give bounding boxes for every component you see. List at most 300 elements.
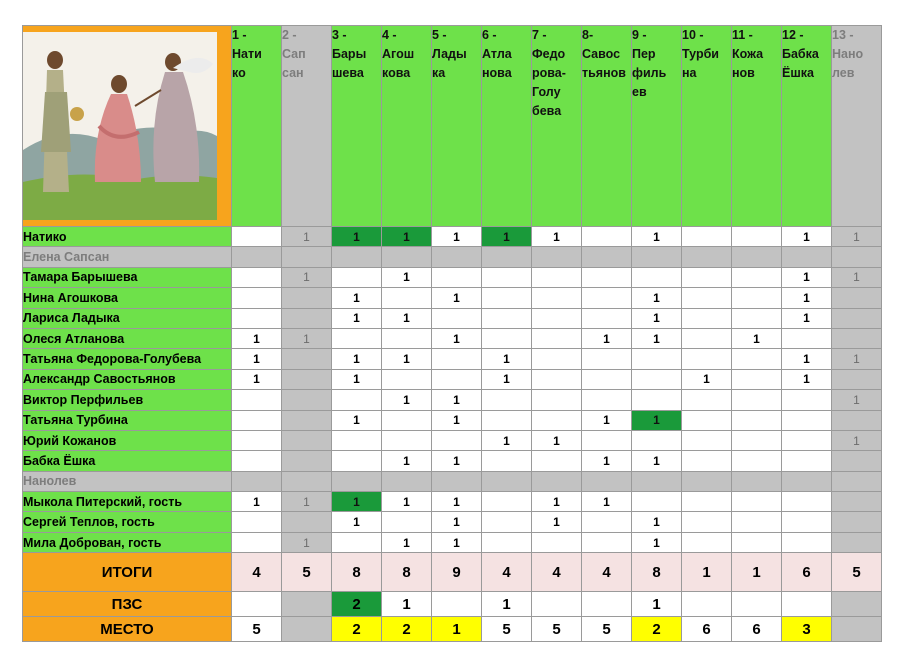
vote-cell (832, 471, 882, 491)
vote-cell (782, 471, 832, 491)
table-row (23, 369, 882, 389)
vote-cell (732, 288, 782, 308)
vote-cell (832, 247, 882, 267)
vote-cell (232, 471, 282, 491)
vote-cell (232, 512, 282, 532)
vote-cell (382, 288, 432, 308)
vote-cell: 1 (532, 430, 582, 450)
vote-cell (582, 512, 632, 532)
vote-cell (732, 512, 782, 532)
place-row-label: МЕСТО (23, 617, 232, 642)
participant-name: Мила Доброван, гость (23, 532, 232, 552)
totals-row-value: 8 (632, 553, 682, 592)
vote-cell: 1 (682, 369, 732, 389)
vote-cell (532, 451, 582, 471)
vote-cell (482, 328, 532, 348)
vote-cell (682, 512, 732, 532)
vote-cell (732, 267, 782, 287)
vote-cell: 1 (382, 492, 432, 512)
vote-cell (682, 349, 732, 369)
vote-cell (332, 390, 382, 410)
vote-cell (432, 267, 482, 287)
vote-cell (682, 471, 732, 491)
vote-cell: 1 (782, 267, 832, 287)
vote-cell (532, 308, 582, 328)
vote-cell (632, 369, 682, 389)
vote-cell: 1 (332, 512, 382, 532)
vote-cell: 1 (832, 430, 882, 450)
table-row (23, 308, 882, 328)
vote-cell (732, 532, 782, 552)
vote-cell (782, 532, 832, 552)
place-row-value (832, 617, 882, 642)
vote-cell (232, 390, 282, 410)
vote-cell: 1 (832, 349, 882, 369)
vote-cell (682, 451, 732, 471)
vote-cell: 1 (332, 288, 382, 308)
participant-name: Сергей Теплов, гость (23, 512, 232, 532)
table-row (23, 390, 882, 410)
pzs-row-value: 1 (382, 592, 432, 617)
table-row (23, 451, 882, 471)
vote-cell (382, 247, 432, 267)
column-header-1: 1 - Нати ко (232, 26, 282, 227)
vote-cell: 1 (232, 328, 282, 348)
pzs-row-value (782, 592, 832, 617)
vote-cell (632, 349, 682, 369)
vote-cell (582, 369, 632, 389)
vote-cell: 1 (232, 492, 282, 512)
vote-cell (832, 288, 882, 308)
vote-cell: 1 (332, 227, 382, 247)
vote-cell (532, 369, 582, 389)
vote-cell (232, 532, 282, 552)
totals-row (23, 553, 882, 592)
vote-cell (732, 471, 782, 491)
pzs-row-value (582, 592, 632, 617)
vote-cell: 1 (482, 369, 532, 389)
vote-cell (832, 512, 882, 532)
vote-cell: 1 (432, 512, 482, 532)
vote-cell: 1 (582, 410, 632, 430)
vote-cell (382, 410, 432, 430)
vote-cell (682, 390, 732, 410)
place-row-value: 5 (232, 617, 282, 642)
vote-cell (682, 328, 732, 348)
vote-cell (482, 267, 532, 287)
vote-cell: 1 (382, 267, 432, 287)
vote-cell (682, 532, 732, 552)
participant-name: Олеся Атланова (23, 328, 232, 348)
column-header-13: 13 - Нано лев (832, 26, 882, 227)
totals-row-value: 1 (682, 553, 732, 592)
vote-cell: 1 (632, 451, 682, 471)
vote-cell (382, 430, 432, 450)
vote-cell (682, 247, 732, 267)
vote-cell (732, 390, 782, 410)
vote-cell (632, 430, 682, 450)
vote-cell (632, 471, 682, 491)
dancing-muses-picture (23, 32, 217, 220)
vote-cell (582, 471, 632, 491)
vote-cell (482, 512, 532, 532)
vote-cell: 1 (582, 328, 632, 348)
vote-cell (732, 451, 782, 471)
table-row (23, 267, 882, 287)
vote-cell: 1 (432, 532, 482, 552)
vote-cell (382, 369, 432, 389)
vote-cell: 1 (332, 492, 382, 512)
vote-cell (832, 328, 882, 348)
vote-cell (732, 410, 782, 430)
vote-cell (532, 471, 582, 491)
table-row (23, 328, 882, 348)
column-header-12: 12 - Бабка Ёшка (782, 26, 832, 227)
vote-cell (632, 492, 682, 512)
vote-cell (432, 369, 482, 389)
vote-cell (232, 227, 282, 247)
table-row (23, 288, 882, 308)
vote-cell (532, 288, 582, 308)
vote-cell: 1 (632, 308, 682, 328)
totals-row-value: 4 (582, 553, 632, 592)
vote-cell (532, 410, 582, 430)
column-header-5: 5 - Лады ка (432, 26, 482, 227)
participant-name: Елена Сапсан (23, 247, 232, 267)
vote-cell: 1 (782, 349, 832, 369)
participant-name: Татьяна Федорова-Голубева (23, 349, 232, 369)
place-row-value: 2 (382, 617, 432, 642)
header-image-cell (23, 26, 232, 227)
vote-cell (532, 328, 582, 348)
vote-cell (482, 410, 532, 430)
vote-cell (832, 308, 882, 328)
vote-cell: 1 (782, 308, 832, 328)
vote-cell (432, 308, 482, 328)
totals-row-value: 5 (282, 553, 332, 592)
place-row-value: 5 (582, 617, 632, 642)
participant-name: Татьяна Турбина (23, 410, 232, 430)
table-row (23, 227, 882, 247)
vote-cell: 1 (732, 328, 782, 348)
vote-cell (632, 247, 682, 267)
participant-name: Нанолев (23, 471, 232, 491)
participant-name: Натико (23, 227, 232, 247)
vote-cell: 1 (782, 369, 832, 389)
vote-cell: 1 (432, 390, 482, 410)
vote-cell: 1 (432, 451, 482, 471)
vote-cell (782, 451, 832, 471)
vote-cell (582, 532, 632, 552)
table-row (23, 430, 882, 450)
participant-name: Виктор Перфильев (23, 390, 232, 410)
vote-cell (282, 349, 332, 369)
vote-cell (232, 288, 282, 308)
vote-cell (682, 430, 732, 450)
table-row (23, 512, 882, 532)
vote-cell (532, 247, 582, 267)
vote-cell: 1 (832, 267, 882, 287)
vote-cell: 1 (382, 390, 432, 410)
vote-cell (582, 227, 632, 247)
vote-cell: 1 (432, 288, 482, 308)
vote-cell (482, 390, 532, 410)
vote-cell (482, 451, 532, 471)
place-row-value: 2 (332, 617, 382, 642)
vote-cell (632, 390, 682, 410)
column-header-11: 11 - Кожа нов (732, 26, 782, 227)
vote-cell: 1 (232, 369, 282, 389)
vote-cell (232, 308, 282, 328)
vote-cell (282, 451, 332, 471)
column-header-10: 10 - Турби на (682, 26, 732, 227)
totals-row-value: 5 (832, 553, 882, 592)
vote-cell (632, 267, 682, 287)
vote-cell: 1 (382, 308, 432, 328)
column-header-2: 2 - Сап сан (282, 26, 332, 227)
vote-cell (332, 451, 382, 471)
vote-cell: 1 (632, 288, 682, 308)
vote-cell (232, 451, 282, 471)
vote-cell: 1 (432, 328, 482, 348)
vote-cell (532, 532, 582, 552)
place-row-value: 6 (682, 617, 732, 642)
vote-cell: 1 (332, 369, 382, 389)
column-header-8: 8- Савос тьянов (582, 26, 632, 227)
vote-cell (382, 471, 432, 491)
vote-cell (532, 267, 582, 287)
participant-name: Юрий Кожанов (23, 430, 232, 450)
totals-row-value: 9 (432, 553, 482, 592)
place-row-value: 2 (632, 617, 682, 642)
vote-cell (782, 430, 832, 450)
totals-row-value: 8 (382, 553, 432, 592)
totals-row-value: 1 (732, 553, 782, 592)
participant-name: Мыкола Питерский, гость (23, 492, 232, 512)
table-row (23, 471, 882, 491)
vote-cell: 1 (532, 227, 582, 247)
vote-cell: 1 (632, 227, 682, 247)
column-header-3: 3 - Бары шева (332, 26, 382, 227)
vote-cell (332, 471, 382, 491)
vote-cell: 1 (632, 410, 682, 430)
vote-cell (732, 369, 782, 389)
vote-cell: 1 (632, 532, 682, 552)
vote-cell (332, 430, 382, 450)
place-row-value (282, 617, 332, 642)
pzs-row-value: 1 (482, 592, 532, 617)
vote-cell: 1 (282, 532, 332, 552)
vote-cell (582, 267, 632, 287)
totals-row-label: ИТОГИ (23, 553, 232, 592)
vote-cell (732, 349, 782, 369)
vote-cell (482, 308, 532, 328)
vote-cell (732, 247, 782, 267)
vote-cell (832, 492, 882, 512)
vote-cell: 1 (432, 227, 482, 247)
vote-cell (582, 390, 632, 410)
vote-cell: 1 (632, 328, 682, 348)
vote-cell (682, 410, 732, 430)
vote-cell: 1 (382, 451, 432, 471)
vote-cell: 1 (482, 349, 532, 369)
vote-cell: 1 (332, 308, 382, 328)
vote-cell (782, 328, 832, 348)
vote-cell (782, 492, 832, 512)
vote-cell: 1 (232, 349, 282, 369)
vote-cell (682, 267, 732, 287)
vote-cell: 1 (832, 227, 882, 247)
vote-cell (532, 349, 582, 369)
vote-cell (732, 430, 782, 450)
table-row (23, 532, 882, 552)
vote-cell: 1 (482, 430, 532, 450)
vote-cell (732, 227, 782, 247)
place-row-value: 5 (482, 617, 532, 642)
vote-cell (832, 532, 882, 552)
vote-cell: 1 (382, 532, 432, 552)
participant-name: Александр Савостьянов (23, 369, 232, 389)
vote-cell (332, 328, 382, 348)
vote-cell (232, 410, 282, 430)
table-row (23, 492, 882, 512)
vote-cell: 1 (432, 492, 482, 512)
vote-cell: 1 (832, 390, 882, 410)
vote-cell (732, 308, 782, 328)
vote-cell (532, 390, 582, 410)
voting-table (22, 25, 882, 642)
vote-cell (682, 288, 732, 308)
vote-cell: 1 (332, 410, 382, 430)
totals-row-value: 8 (332, 553, 382, 592)
vote-cell: 1 (382, 349, 432, 369)
place-row-value: 3 (782, 617, 832, 642)
vote-cell (282, 430, 332, 450)
vote-cell (282, 390, 332, 410)
pzs-row-label: ПЗС (23, 592, 232, 617)
pzs-row-value (832, 592, 882, 617)
pzs-row (23, 592, 882, 617)
place-row-value: 5 (532, 617, 582, 642)
vote-cell: 1 (482, 227, 532, 247)
vote-cell (382, 328, 432, 348)
table-row (23, 247, 882, 267)
vote-cell (332, 267, 382, 287)
column-header-6: 6 - Атла нова (482, 26, 532, 227)
place-row-value: 6 (732, 617, 782, 642)
participant-name: Нина Агошкова (23, 288, 232, 308)
pzs-row-value: 2 (332, 592, 382, 617)
vote-cell (482, 288, 532, 308)
vote-cell: 1 (532, 512, 582, 532)
muses-illustration (23, 32, 217, 220)
column-header-4: 4 - Агош кова (382, 26, 432, 227)
vote-cell (232, 267, 282, 287)
vote-cell: 1 (582, 492, 632, 512)
table-row (23, 410, 882, 430)
vote-cell (432, 430, 482, 450)
vote-cell: 1 (282, 492, 332, 512)
vote-cell (232, 430, 282, 450)
table-row (23, 349, 882, 369)
vote-cell (282, 369, 332, 389)
vote-cell (282, 471, 332, 491)
place-row-value: 1 (432, 617, 482, 642)
vote-cell (482, 471, 532, 491)
vote-cell: 1 (282, 328, 332, 348)
pzs-row-value (682, 592, 732, 617)
totals-row-value: 4 (232, 553, 282, 592)
vote-cell (432, 247, 482, 267)
vote-cell: 1 (532, 492, 582, 512)
vote-cell (332, 532, 382, 552)
column-header-7: 7 - Федо рова- Голу бева (532, 26, 582, 227)
vote-cell: 1 (382, 227, 432, 247)
totals-row-value: 4 (482, 553, 532, 592)
vote-cell (232, 247, 282, 267)
vote-cell: 1 (282, 227, 332, 247)
vote-cell: 1 (782, 227, 832, 247)
vote-cell (732, 492, 782, 512)
vote-cell (682, 227, 732, 247)
vote-cell (482, 532, 532, 552)
place-row (23, 617, 882, 642)
vote-cell (582, 288, 632, 308)
vote-cell (332, 247, 382, 267)
pzs-row-value (532, 592, 582, 617)
vote-cell (682, 492, 732, 512)
totals-row-value: 4 (532, 553, 582, 592)
vote-cell (832, 369, 882, 389)
vote-cell: 1 (432, 410, 482, 430)
vote-cell: 1 (282, 267, 332, 287)
vote-cell (832, 410, 882, 430)
vote-cell (782, 512, 832, 532)
vote-cell (432, 471, 482, 491)
vote-cell (582, 247, 632, 267)
participant-name: Бабка Ёшка (23, 451, 232, 471)
vote-cell (782, 390, 832, 410)
vote-cell: 1 (632, 512, 682, 532)
pzs-row-value: 1 (632, 592, 682, 617)
vote-cell (282, 247, 332, 267)
vote-cell (582, 349, 632, 369)
vote-cell (282, 512, 332, 532)
vote-cell (282, 410, 332, 430)
pzs-row-value (232, 592, 282, 617)
column-header-9: 9 - Пер филь ев (632, 26, 682, 227)
pzs-row-value (432, 592, 482, 617)
participant-name: Тамара Барышева (23, 267, 232, 287)
vote-cell (782, 410, 832, 430)
vote-cell (582, 308, 632, 328)
vote-cell (282, 308, 332, 328)
participant-name: Лариса Ладыка (23, 308, 232, 328)
vote-cell (382, 512, 432, 532)
vote-cell (832, 451, 882, 471)
vote-cell: 1 (782, 288, 832, 308)
vote-cell: 1 (582, 451, 632, 471)
pzs-row-value (732, 592, 782, 617)
vote-cell (482, 247, 532, 267)
vote-cell (682, 308, 732, 328)
vote-cell: 1 (332, 349, 382, 369)
vote-cell (782, 247, 832, 267)
vote-cell (282, 288, 332, 308)
totals-row-value: 6 (782, 553, 832, 592)
pzs-row-value (282, 592, 332, 617)
vote-cell (482, 492, 532, 512)
